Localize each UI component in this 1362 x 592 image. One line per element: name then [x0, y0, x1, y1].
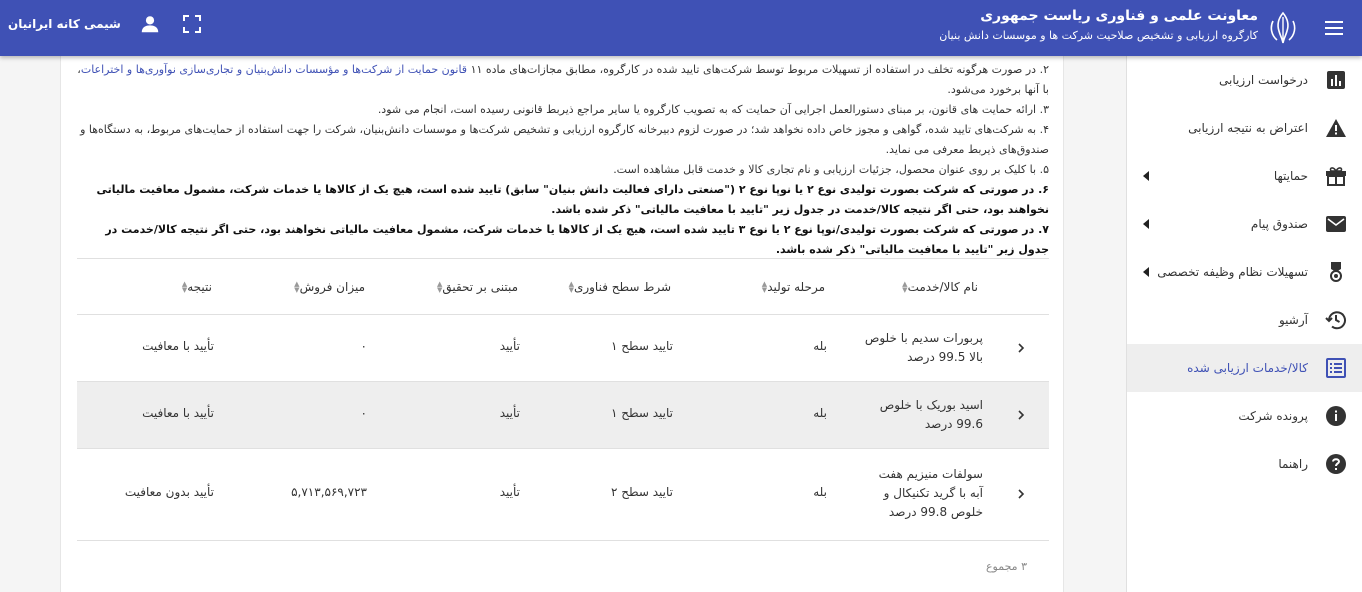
column-header-result[interactable]: نتیجه ▲ ▼: [181, 280, 212, 294]
product-name[interactable]: اسید بوریک با خلوص 99.6 درصد: [879, 398, 983, 431]
sidebar-item-objection[interactable]: [1127, 104, 1362, 152]
info-icon: [1324, 404, 1348, 428]
fullscreen-icon[interactable]: [181, 13, 203, 35]
chevron-right-icon[interactable]: [1013, 486, 1029, 502]
note-3: ۳. ارائه حمایت های قانون، بر مبنای دستورالعمل اجرایی آن حمایت که به تصویب کارگروه یا سایر مراجع ذیربط قانونی رسیده است، انجام می شود.: [377, 103, 1049, 116]
gift-icon: [1324, 164, 1348, 188]
cell-sales: ۵,۷۱۳,۵۶۹,۷۲۳: [291, 485, 367, 499]
table-row[interactable]: [77, 382, 1049, 449]
app-subtitle: کارگروه ارزیابی و تشخیص صلاحیت شرکت ها و موسسات دانش بنیان: [939, 29, 1258, 42]
sidebar-item-evaluated-products[interactable]: [1127, 344, 1362, 392]
company-name[interactable]: شیمی کانه ایرانیان: [8, 17, 121, 31]
cell-result: تأیید بدون معافیت: [124, 485, 214, 499]
table-row[interactable]: [77, 315, 1049, 382]
sidebar-item-evaluation-request[interactable]: [1127, 56, 1362, 104]
help-icon: [1324, 452, 1348, 476]
column-header-name[interactable]: نام کالا/خدمت ▲ ▼: [902, 280, 978, 294]
cell-research-based: تأیید: [499, 406, 520, 420]
sort-icon: ▲ ▼: [181, 280, 188, 294]
app-header: [0, 0, 1362, 56]
sidebar-item-label: اعتراض به نتیجه ارزیابی: [1188, 121, 1308, 135]
medal-icon: [1324, 260, 1348, 284]
column-header-tech-level[interactable]: شرط سطح فناوری ▲ ▼: [568, 280, 671, 294]
sidebar-item-label: آرشیو: [1278, 313, 1308, 327]
note-4: ۴. به شرکت‌های تایید شده، گواهی و مجوز خاص داده نخواهد شد؛ در صورت لزوم دبیرخانه کارگروه ارزیابی و تشخیص شرکت‌ها و موسسات دانش‌بنیان، شرکت را جهت استفاده از حمایت‌های مربوط، به دستگاه‌ها و صندوق‌های ذیربط معرفی می نماید.: [80, 123, 1049, 156]
emblem-icon: [1264, 9, 1302, 47]
note-6: ۶. در صورتی که شرکت بصورت تولیدی نوع ۲ یا نوپا نوع ۲ ("صنعتی دارای فعالیت دانش بنیان" سابق) تایید شده است، هیچ یک از کالاها یا خدمات شرکت، مشمول معافیت مالیاتی نخواهند بود، حتی اگر نتیجه کالا/خدمت در جدول زیر "تایید با معافیت مالیاتی" ذکر شده باشد.: [96, 183, 1049, 216]
cell-tech-level: تایید سطح ۱: [611, 406, 673, 420]
sidebar-item-label: تسهیلات نظام وظیفه تخصصی: [1157, 265, 1308, 279]
warning-icon: [1324, 116, 1348, 140]
menu-icon[interactable]: [1318, 12, 1350, 44]
cell-tech-level: تایید سطح ۲: [611, 485, 673, 499]
note-7: ۷. در صورتی که شرکت بصورت تولیدی/نوپا نوع ۲ یا نوع ۳ تایید شده است، هیچ یک از کالاها یا خدمات شرکت، مشمول معافیت مالیاتی نخواهند بود، حتی اگر نتیجه کالا/خدمت در جدول زیر "تایید با معافیت مالیاتی" ذکر شده باشد.: [105, 223, 1049, 256]
chevron-right-icon[interactable]: [1013, 340, 1029, 356]
note-5: ۵. با کلیک بر روی عنوان محصول، جزئیات ارزیابی و نام تجاری کالا و خدمت قابل مشاهده است.: [613, 163, 1049, 176]
bar-chart-icon: [1324, 68, 1348, 92]
expand-arrow-icon[interactable]: [1143, 219, 1149, 229]
column-header-research-based[interactable]: مبتنی بر تحقیق ▲ ▼: [436, 280, 518, 294]
sidebar-item-archive[interactable]: [1127, 296, 1362, 344]
cell-research-based: تأیید: [499, 339, 520, 353]
table-total-count: ۳ مجموع: [985, 560, 1027, 573]
sidebar-item-label: پرونده شرکت: [1238, 409, 1308, 423]
sort-icon: ▲ ▼: [294, 280, 300, 294]
cell-sales: ۰: [360, 406, 367, 420]
sidebar-item-label: صندوق پیام: [1250, 217, 1308, 231]
law-link[interactable]: قانون حمایت از شرکت‌ها و مؤسسات دانش‌بنیان و تجاری‌سازی نوآوری‌ها و اختراعات: [80, 63, 468, 76]
cell-research-based: تأیید: [499, 485, 520, 499]
user-icon[interactable]: [139, 13, 161, 35]
app-title: معاونت علمی و فناوری ریاست جمهوری: [980, 8, 1258, 24]
sidebar-item-company-file[interactable]: [1127, 392, 1362, 440]
sort-icon: ▲ ▼: [436, 280, 443, 294]
cell-tech-level: تایید سطح ۱: [611, 339, 673, 353]
sidebar-item-label: حمایتها: [1273, 169, 1308, 183]
cell-stage: بله: [813, 406, 827, 420]
sidebar-item-help[interactable]: [1127, 440, 1362, 488]
table-top-divider: [77, 258, 1049, 259]
sidebar: [1126, 56, 1362, 592]
table-row[interactable]: [77, 449, 1049, 541]
sort-icon: ▲ ▼: [902, 280, 908, 294]
sidebar-item-supports[interactable]: [1127, 152, 1362, 200]
sidebar-item-military-service[interactable]: [1127, 248, 1362, 296]
sidebar-item-label: درخواست ارزیابی: [1218, 73, 1308, 87]
sort-icon: ▲ ▼: [568, 280, 574, 294]
column-header-stage[interactable]: مرحله تولید ▲ ▼: [761, 280, 825, 294]
expand-arrow-icon[interactable]: [1143, 267, 1149, 277]
product-name[interactable]: سولفات منیزیم هفت آبه با گرید تکنیکال و خلوص 99.8 درصد: [878, 467, 983, 519]
product-name[interactable]: پربورات سدیم با خلوص بالا 99.5 درصد: [864, 331, 983, 364]
sidebar-item-label: کالا/خدمات ارزیابی شده: [1187, 361, 1308, 375]
expand-arrow-icon[interactable]: [1143, 171, 1149, 181]
cell-result: تأیید با معافیت: [142, 339, 214, 353]
cell-stage: بله: [813, 485, 827, 499]
list-icon: [1324, 356, 1348, 380]
cell-result: تأیید با معافیت: [142, 406, 214, 420]
main-panel: [60, 56, 1064, 592]
history-icon: [1324, 308, 1348, 332]
mail-icon: [1324, 212, 1348, 236]
cell-sales: ۰: [360, 339, 367, 353]
column-header-sales[interactable]: میزان فروش ▲ ▼: [294, 280, 365, 294]
sidebar-item-label: راهنما: [1278, 457, 1308, 471]
notes-list: [77, 60, 1049, 260]
header-actions: [8, 12, 203, 36]
cell-stage: بله: [813, 339, 827, 353]
note-2: ۲. در صورت هرگونه تخلف در استفاده از تسهیلات مربوط توسط شرکت‌های تایید شده در کارگروه، مطابق مجازات‌های ماده ۱۱ قانون حمایت از شرکت‌ها و مؤسسات دانش‌بنیان و تجاری‌سازی نوآوری‌ها و اختراعات، با آنها برخورد می‌شود.: [77, 63, 1049, 96]
chevron-right-icon[interactable]: [1013, 407, 1029, 423]
sort-icon: ▲ ▼: [761, 280, 768, 294]
sidebar-item-inbox[interactable]: [1127, 200, 1362, 248]
